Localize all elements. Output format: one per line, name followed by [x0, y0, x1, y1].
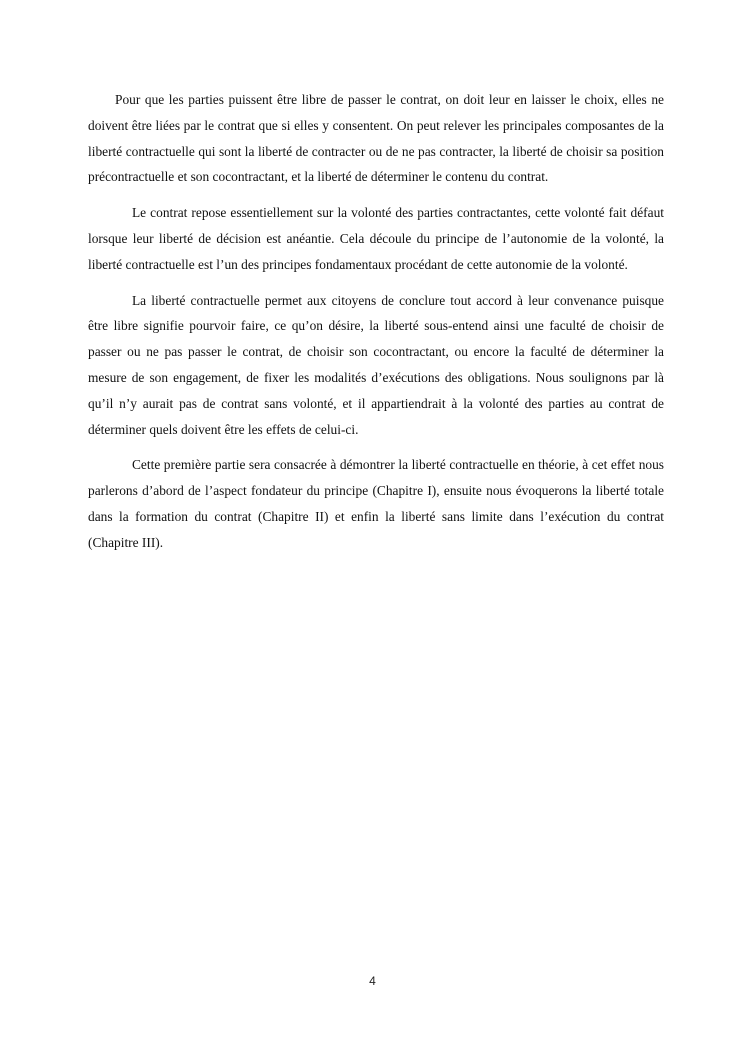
paragraph-2: Le contrat repose essentiellement sur la volonté des parties contractantes, cette volonté fait défaut lorsque leur liberté de décision est anéantie. Cela découle du principe de l’autonomie de la volonté, la liberté contractuelle est l’un des principes fondamentaux procédant de cette autonomie de la volonté. [88, 205, 664, 272]
paragraph-4: Cette première partie sera consacrée à démontrer la liberté contractuelle en théorie, à cet effet nous parlerons d’abord de l’aspect fondateur du principe (Chapitre I), ensuite nous évoquerons la liberté totale dans la formation du contrat (Chapitre II) et enfin la liberté sans limite dans l’exécution du contrat (Chapitre III). [88, 457, 664, 550]
paragraph-1: Pour que les parties puissent être libre de passer le contrat, on doit leur en laisser le choix, elles ne doivent être liées par le contrat que si elles y consentent. On peut relever les principales composantes de la liberté contractuelle qui sont la liberté de contracter ou de ne pas contracter, la liberté de choisir sa position précontractuelle et son cocontractant, et la liberté de déterminer le contenu du contrat. [88, 92, 664, 185]
page-number: 4 [369, 974, 376, 988]
paragraph-3: La liberté contractuelle permet aux citoyens de conclure tout accord à leur convenance puisque être libre signifie pourvoir faire, ce qu’on désire, la liberté sous-entend ainsi une faculté de choisir de passer ou ne pas passer le contrat, de choisir son cocontractant, ou encore la faculté de déterminer la mesure de son engagement, de fixer les modalités d’exécutions des obligations. Nous soulignons par là qu’il n’y aurait pas de contrat sans volonté, et il appartiendrait à la volonté des parties au contrat de déterminer quels doivent être les effets de celui-ci. [88, 292, 664, 437]
document-body [88, 87, 664, 556]
